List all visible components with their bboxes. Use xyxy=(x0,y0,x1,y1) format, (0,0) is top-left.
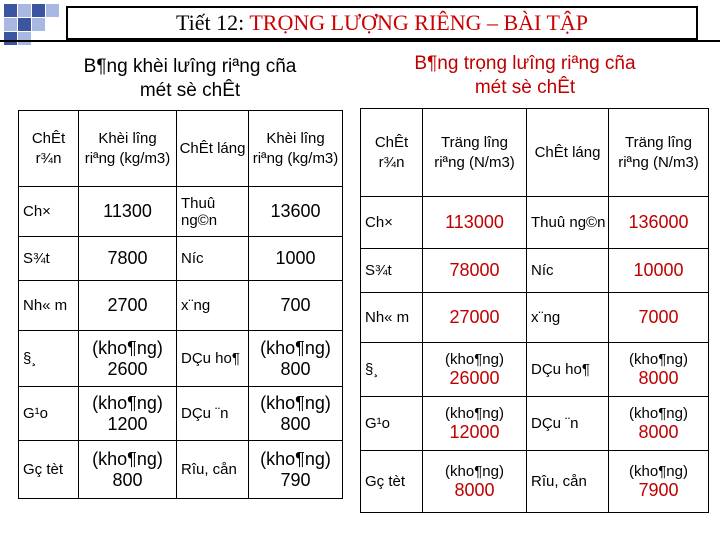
liquid-name: Thuû ng©n xyxy=(527,197,609,249)
liquid-value: (kho¶ng) 800 xyxy=(249,387,343,441)
header-cell: ChÊt r¾n xyxy=(361,109,423,197)
solid-value: 8000 xyxy=(454,479,495,500)
liquid-value: 1000 xyxy=(249,237,343,281)
left-heading: B¶ng khèi lưîng riªng cña mét sè chÊt xyxy=(83,56,297,101)
table-row xyxy=(19,237,343,281)
header-cell: Träng lîng riªng (N/m3) xyxy=(609,109,709,197)
liquid-name: DÇu ¨n xyxy=(177,387,249,441)
solid-value-cell xyxy=(423,397,527,451)
solid-name: Ch× xyxy=(19,187,79,237)
title-box xyxy=(66,6,698,40)
solid-value: (kho¶ng) 1200 xyxy=(79,387,177,441)
liquid-value: 8000 xyxy=(638,421,679,442)
table-row xyxy=(361,343,709,397)
decor-square xyxy=(4,18,17,31)
solid-name: §¸ xyxy=(19,331,79,387)
liquid-name: x¨ng xyxy=(177,281,249,331)
solid-name: G¹o xyxy=(361,397,423,451)
liquid-name: Rîu, cån xyxy=(527,451,609,513)
solid-name: Nh« m xyxy=(19,281,79,331)
liquid-name: Níc xyxy=(177,237,249,281)
table-row xyxy=(19,281,343,331)
solid-value: (kho¶ng) 800 xyxy=(79,441,177,499)
liquid-value-cell xyxy=(609,343,709,397)
liquid-name: Thuû ng©n xyxy=(177,187,249,237)
liquid-name: x¨ng xyxy=(527,293,609,343)
table-row xyxy=(19,387,343,441)
liquid-value-cell xyxy=(609,451,709,513)
solid-value: 27000 xyxy=(423,293,527,343)
liquid-name: Níc xyxy=(527,249,609,293)
liquid-name: DÇu ¨n xyxy=(527,397,609,451)
solid-name: G¹o xyxy=(19,387,79,441)
liquid-name: DÇu ho¶ xyxy=(527,343,609,397)
liquid-name: Rîu, cån xyxy=(177,441,249,499)
density-table xyxy=(18,110,343,499)
decor-square xyxy=(18,4,31,17)
solid-value: 7800 xyxy=(79,237,177,281)
header-cell: ChÊt láng xyxy=(177,111,249,187)
decor-square xyxy=(18,18,31,31)
solid-name: §¸ xyxy=(361,343,423,397)
header-cell: Khèi lîng riªng (kg/m3) xyxy=(249,111,343,187)
decor-square xyxy=(46,4,59,17)
liquid-value: 7000 xyxy=(609,293,709,343)
table-row xyxy=(361,451,709,513)
approx-label: (kho¶ng) xyxy=(445,462,504,480)
decor-square xyxy=(32,18,45,31)
decor-square xyxy=(4,32,17,45)
header-cell: ChÊt láng xyxy=(527,109,609,197)
right-heading: B¶ng trọng lưîng riªng cña mét sè chÊt xyxy=(414,53,636,98)
specific-weight-table xyxy=(360,108,709,513)
decor-square xyxy=(4,4,17,17)
solid-value: 78000 xyxy=(423,249,527,293)
table-row xyxy=(19,187,343,237)
table-row xyxy=(19,441,343,499)
liquid-name: DÇu ho¶ xyxy=(177,331,249,387)
approx-label: (kho¶ng) xyxy=(629,404,688,422)
table-header-row xyxy=(19,111,343,187)
liquid-value: 700 xyxy=(249,281,343,331)
approx-label: (kho¶ng) xyxy=(629,462,688,480)
solid-name: S¾t xyxy=(361,249,423,293)
solid-value: 113000 xyxy=(423,197,527,249)
table-header-row xyxy=(361,109,709,197)
solid-value-cell xyxy=(423,451,527,513)
solid-value: 26000 xyxy=(449,367,500,388)
liquid-value: 136000 xyxy=(609,197,709,249)
solid-name: S¾t xyxy=(19,237,79,281)
table-row xyxy=(361,397,709,451)
liquid-value: 8000 xyxy=(638,367,679,388)
solid-value: 11300 xyxy=(79,187,177,237)
table-row xyxy=(361,249,709,293)
header-cell: Khèi lîng riªng (kg/m3) xyxy=(79,111,177,187)
header-cell: Träng lîng riªng (N/m3) xyxy=(423,109,527,197)
title-prefix: Tiết 12: xyxy=(175,10,250,35)
solid-value-cell xyxy=(423,343,527,397)
header-cell: ChÊt r¾n xyxy=(19,111,79,187)
table-row xyxy=(361,293,709,343)
decor-square xyxy=(18,32,31,45)
solid-value: (kho¶ng) 2600 xyxy=(79,331,177,387)
solid-name: Ch× xyxy=(361,197,423,249)
liquid-value: 10000 xyxy=(609,249,709,293)
solid-name: Nh« m xyxy=(361,293,423,343)
solid-value: 2700 xyxy=(79,281,177,331)
solid-name: Gç tèt xyxy=(361,451,423,513)
approx-label: (kho¶ng) xyxy=(445,350,504,368)
decor-square xyxy=(32,4,45,17)
table-row xyxy=(19,331,343,387)
liquid-value: (kho¶ng) 800 xyxy=(249,331,343,387)
liquid-value: (kho¶ng) 790 xyxy=(249,441,343,499)
solid-name: Gç tèt xyxy=(19,441,79,499)
title-main: TRỌNG LƯỢNG RIÊNG – BÀI TẬP xyxy=(249,10,589,35)
approx-label: (kho¶ng) xyxy=(629,350,688,368)
table-row xyxy=(361,197,709,249)
solid-value: 12000 xyxy=(449,421,500,442)
liquid-value-cell xyxy=(609,397,709,451)
approx-label: (kho¶ng) xyxy=(445,404,504,422)
title-underline xyxy=(0,40,720,42)
page-title xyxy=(176,10,588,36)
liquid-value: 7900 xyxy=(638,479,679,500)
liquid-value: 13600 xyxy=(249,187,343,237)
